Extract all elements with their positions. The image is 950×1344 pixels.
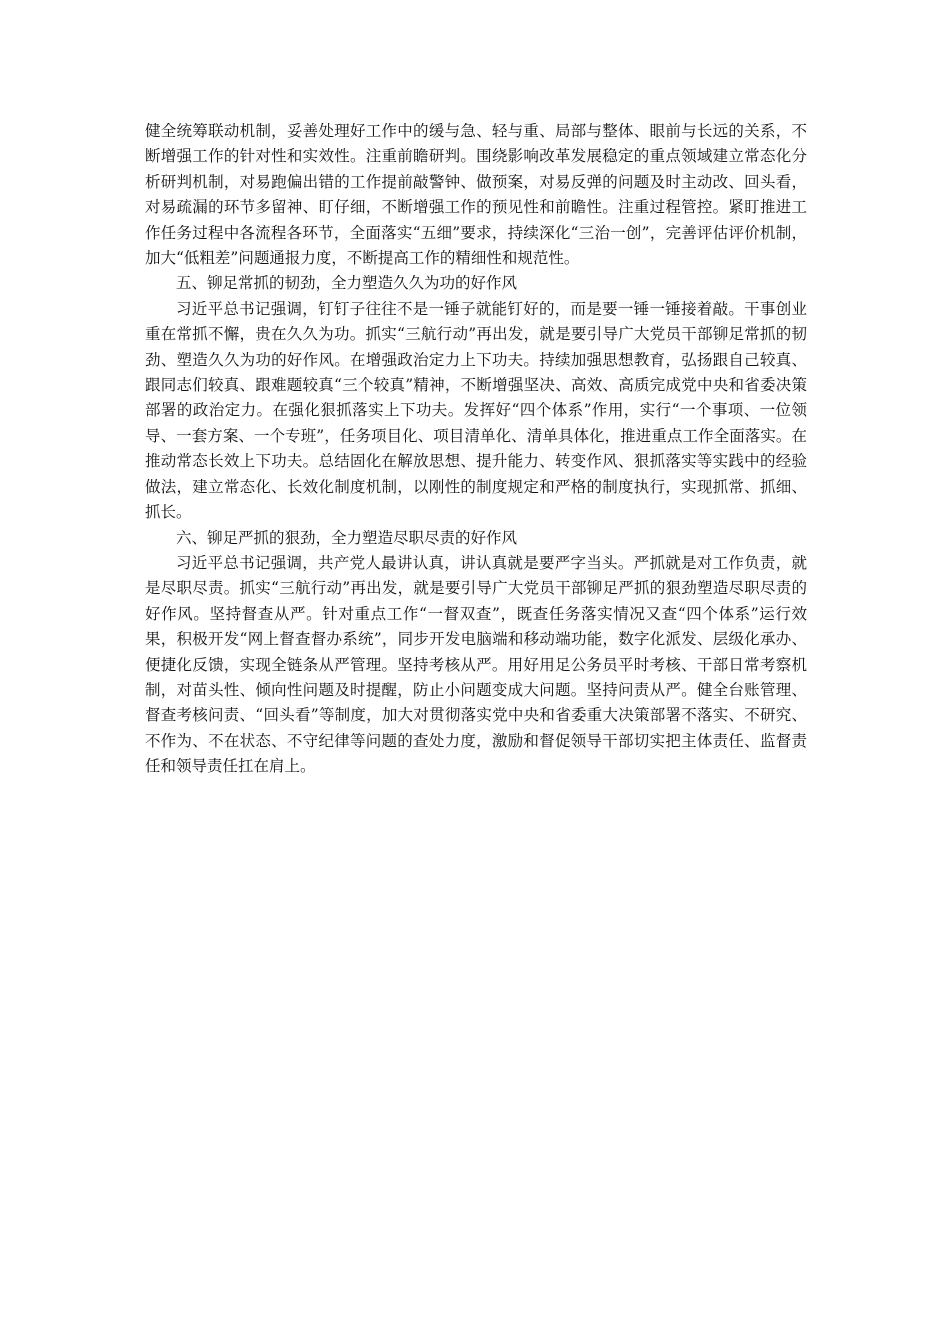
- body-paragraph: 健全统筹联动机制，妥善处理好工作中的缓与急、轻与重、局部与整体、眼前与长远的关系，不断增强工作的针对性和实效性。注重前瞻研判。围绕影响改革发展稳定的重点领域建立常态化分析研判机制，对易跑偏出错的工作提前敲警钟、做预案，对易反弹的问题及时主动改、回头看，对易疏漏的环节多留神、盯仔细，不断增强工作的预见性和前瞻性。注重过程管控。紧盯推进工作任务过程中各流程各环节，全面落实“五细”要求，持续深化“三治一创”，完善评估评价机制，加大“低粗差”问题通报力度，不断提高工作的精细性和规范性。: [145, 122, 807, 268]
- section-heading-5: 五、铆足常抓的韧劲，全力塑造久久为功的好作风: [176, 274, 518, 293]
- body-paragraph: 习近平总书记强调，钉钉子往往不是一锤子就能钉好的，而是要一锤一锤接着敲。干事创业重在常抓不懈，贵在久久为功。抓实“三航行动”再出发，就是要引导广大党员干部铆足常抓的韧劲、塑造久久为功的好作风。在增强政治定力上下功夫。持续加强思想教育，弘扬跟自己较真、跟同志们较真、跟难题较真“三个较真”精神，不断增强坚决、高效、高质完成党中央和省委决策部署的政治定力。在强化狠抓落实上下功夫。发挥好“四个体系”作用，实行“一个事项、一位领导、一套方案、一个专班”，任务项目化、项目清单化、清单具体化，推进重点工作全面落实。在推动常态长效上下功夫。总结固化在解放思想、提升能力、转变作风、狠抓落实等实践中的经验做法，建立常态化、长效化制度机制，以刚性的制度规定和严格的制度执行，实现抓常、抓细、抓长。: [145, 299, 807, 522]
- section-heading-6: 六、铆足严抓的狠劲，全力塑造尽职尽责的好作风: [176, 528, 518, 547]
- body-paragraph: 习近平总书记强调，共产党人最讲认真，讲认真就是要严字当头。严抓就是对工作负责，就是尽职尽责。抓实“三航行动”再出发，就是要引导广大党员干部铆足严抓的狠劲塑造尽职尽责的好作风。坚持督查从严。针对重点工作“一督双查”，既查任务落实情况又查“四个体系”运行效果，积极开发“网上督查督办系统”，同步开发电脑端和移动端功能，数字化派发、层级化承办、便捷化反馈，实现全链条从严管理。坚持考核从严。用好用足公务员平时考核、干部日常考察机制，对苗头性、倾向性问题及时提醒，防止小问题变成大问题。坚持问责从严。健全台账管理、督查考核问责、“回头看”等制度，加大对贯彻落实党中央和省委重大决策部署不落实、不研究、不作为、不在状态、不守纪律等问题的查处力度，激励和督促领导干部切实把主体责任、监督责任和领导责任扛在肩上。: [145, 553, 807, 776]
- document-page: [145, 119, 807, 780]
